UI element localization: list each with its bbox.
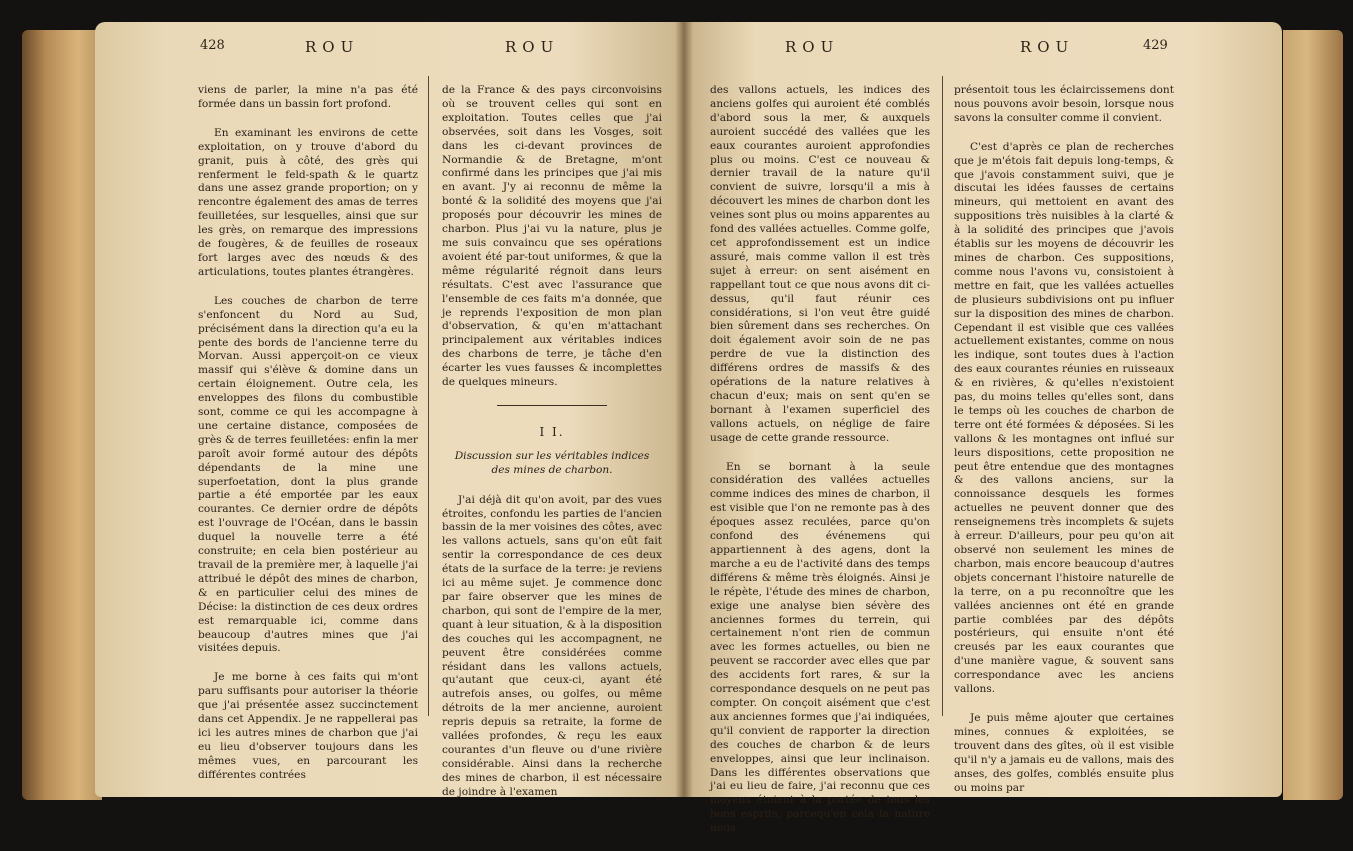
book-edge-right	[1283, 30, 1343, 800]
right-column-rule	[942, 76, 943, 716]
left-column-2	[442, 84, 662, 815]
paragraph: Les couches de charbon de terre s'enfoncent du Nord au Sud, précisément dans la direction qu'a eu la pente des bords de l'ancienne terre du Morvan. Aussi apperçoit-on ce vieux massif qui s'élève & domine dans un certain éloignement. Outre cela, les enveloppes des filons du combustible sont, comme ce qui les accompagne à une certaine distance, composées de grès & de terres feuilletées: enfin la mer paroît avoir formé autour des dépôts dépendants de la mine une superfoetation, dont la plus grande partie a été emportée par les eaux courantes. Ce dernier ordre de dépôts est l'ouvrage de l'Océan, dans le bassin duquel la nouvelle terre a été construite; en cela bien postérieur au travail de la première mer, à laquelle j'ai attribué le dépôt des mines de charbon, & en particulier celui des mines de Décise: la distinction de ces deux ordres est remarquable ici, comme dans beaucoup d'autres mines que j'ai visitées depuis.	[198, 294, 418, 655]
paragraph: de la France & des pays circonvoisins où se trouvent celles qui sont en exploitation. Toutes celles que j'ai observées, soit dans les Vosges, soit dans les ci-devant provinces de Normandie & de Bretagne, m'ont confirmé dans les principes que j'ai mis en avant. J'y ai reconnu de même la bonté & la solidité des moyens que j'ai proposés pour découvrir les mines de charbon. Plus j'ai vu la nature, plus je me suis convaincu que ses opérations avoient été par-tout uniformes, & que la même régularité régnoit dans leurs résultats. C'est avec l'assurance que l'ensemble de ces faits m'a donnée, que je reprends l'exposition de mon plan d'observation, & qu'en m'attachant principalement aux véritables indices des charbons de terre, je tâche d'en écarter les vues fausses & incomplettes de quelques mineurs.	[442, 84, 662, 389]
section-number: I I.	[539, 424, 565, 439]
paragraph: Je me borne à ces faits qui m'ont paru suffisants pour autoriser la théorie que j'ai présentée assez succinctement dans cet Appendix. Je ne rappellerai pas ici les autres mines de charbon que j'ai eu lieu d'observer toujours dans les mêmes vues, en parcourant les différentes contrées	[198, 671, 418, 781]
paragraph: En se bornant à la seule considération des vallées actuelles comme indices des mines de charbon, il est visible que l'on ne remonte pas à des époques assez reculées, parce qu'on confond des événemens qui appartiennent à des agens, dont la marche a eu de l'activité dans des temps différens & même très éloignés. Ainsi je le répète, l'étude des mines de charbon, exige une analyse bien sévère des anciennes formes du terrein, qui certainement n'ont rien de commun avec les formes actuelles, ou bien ne peuvent se raccorder avec elles que par des accidents fort rares, & sur la correspondance desquels on ne peut pas compter. On conçoit aisément que c'est aux anciennes formes que j'ai indiquées, qu'il convient de rapporter la direction des couches de charbon & de leurs enveloppes, ainsi que leur inclinaison. Dans les différentes observations que j'ai eu lieu de faire, j'ai reconnu que ces moyens étoient à la portée de tous les bons esprits, parcequ'en cela la nature nous	[710, 460, 930, 835]
left-page-number: 428	[200, 38, 225, 53]
section-divider	[497, 405, 607, 406]
paragraph: Je puis même ajouter que certaines mines, connues & exploitées, se trouvent dans des gîtes, où il est visible qu'il n'y a jamais eu de vallons, mais des anses, des golfes, comblés ensuite plus ou moins par	[954, 711, 1174, 794]
left-column-1	[198, 84, 418, 798]
paragraph: En examinant les environs de cette exploitation, on y trouve d'abord du granit, puis à côté, des grès qui renferment le feld-spath & le quartz dans une assez grande proportion; on y rencontre également des amas de terres feuilletées, sur lesquelles, ainsi que sur les grès, on remarque des impressions de fougères, & de feuilles de roseaux fort larges avec des nœuds & des articulations, toutes plantes étrangères.	[198, 126, 418, 278]
paragraph: des vallons actuels, les indices des anciens golfes qui auroient été comblés d'abord sous la mer, & auxquels auroient succédé des vallées que les eaux courantes auroient approfondies plus ou moins. C'est ce nouveau & dernier travail de la nature qu'il convient de suivre, lorsqu'il a mis à découvert les mines de charbon dont les veines sont plus ou moins apparentes au fond des vallées actuelles. Comme golfe, cet approfondissement est un indice assuré, mais comme vallon il est très sujet à erreur: on sent aisément en rappellant tout ce que nous avons dit ci-dessus, qu'il faut réunir ces considérations, si l'on veut être guidé bien sûrement dans ses recherches. On doit également avoir soin de ne pas perdre de vue la distinction des différens ordres de massifs & des opérations de la nature relatives à chacun d'eux; mais on sent qu'en se bornant à l'examen superficiel des vallons actuels, on néglige de faire usage de cette grande ressource.	[710, 84, 930, 444]
right-page-number: 429	[1143, 38, 1168, 53]
book-edge-left	[22, 30, 102, 800]
left-column-rule	[428, 76, 429, 716]
paragraph: viens de parler, la mine n'a pas été formée dans un bassin fort profond.	[198, 84, 418, 110]
paragraph: J'ai déjà dit qu'on avoit, par des vues étroites, confondu les parties de l'ancien bassin de la mer voisines des côtes, avec les vallons actuels, sans qu'on eût fait sentir la correspondance de ces deux états de la surface de la terre: je reviens ici au même sujet. Je commence donc par faire observer que les mines de charbon, qui sont de l'empire de la mer, quant à leur situation, & à la disposition des couches qui les accompagnent, ne peuvent être considérées comme résidant dans les vallons actuels, qu'autant que ceux-ci, ayant été autrefois anses, ou golfes, ou même détroits de la mer ancienne, auroient repris depuis sa retraite, la forme de vallées profondes, & reçu les eaux courantes d'un fleuve ou d'une rivière considérable. Ainsi dans la recherche des mines de charbon, il est nécessaire de joindre à l'examen	[442, 493, 662, 798]
right-column-1	[710, 84, 930, 851]
paragraph: C'est d'après ce plan de recherches que je m'étois fait depuis long-temps, & que j'avois constamment suivi, que je discutai les idées fausses de certains mineurs, qui mettoient en avant des suppositions très nuisibles à la clarté & à la solidité des principes que j'avois établis sur les moyens de découvrir les mines de charbon. Ces suppositions, comme nous l'avons vu, consistoient à mettre en fait, que les vallées actuelles de plusieurs subdivisions ont pu influer sur la disposition des mines de charbon. Cependant il est visible que ces vallées actuellement existantes, comme on nous les indique, sont toutes dues à l'action des eaux courantes réunies en ruisseaux & en rivières, & qu'elles n'existoient pas, du moins telles qu'elles sont, dans le temps où les couches de charbon de terre ont été formées & déposées. Si les vallons & les montagnes ont influé sur leurs dispositions, cette proposition ne peut être entendue que des montagnes & des vallons anciens, sur la connoissance desquels les formes actuelles ne peuvent donner que des renseignemens très incomplets & sujets à erreur. D'ailleurs, pour peu qu'on ait observé non seulement les mines de charbon, mais encore beaucoup d'autres objets concernant l'histoire naturelle de la terre, on a pu reconnoître que les vallées anciennes ont été en grande partie comblées par des dépôts postérieurs, qui ensuite n'ont été creusés par les eaux courantes que d'une manière vague, & souvent sans correspondance avec les anciens vallons.	[954, 140, 1174, 696]
paragraph: présentoit tous les éclaircissemens dont nous pouvons avoir besoin, lorsque nous savons la consulter comme il convient.	[954, 84, 1174, 124]
section-title: Discussion sur les véritables indices des mines de charbon.	[454, 449, 650, 476]
right-running-title-1: ROU	[785, 38, 840, 56]
right-column-2	[954, 84, 1174, 810]
left-running-title-1: ROU	[305, 38, 360, 56]
left-running-title-2: ROU	[505, 38, 560, 56]
right-running-title-2: ROU	[1020, 38, 1075, 56]
book-gutter	[675, 22, 693, 797]
